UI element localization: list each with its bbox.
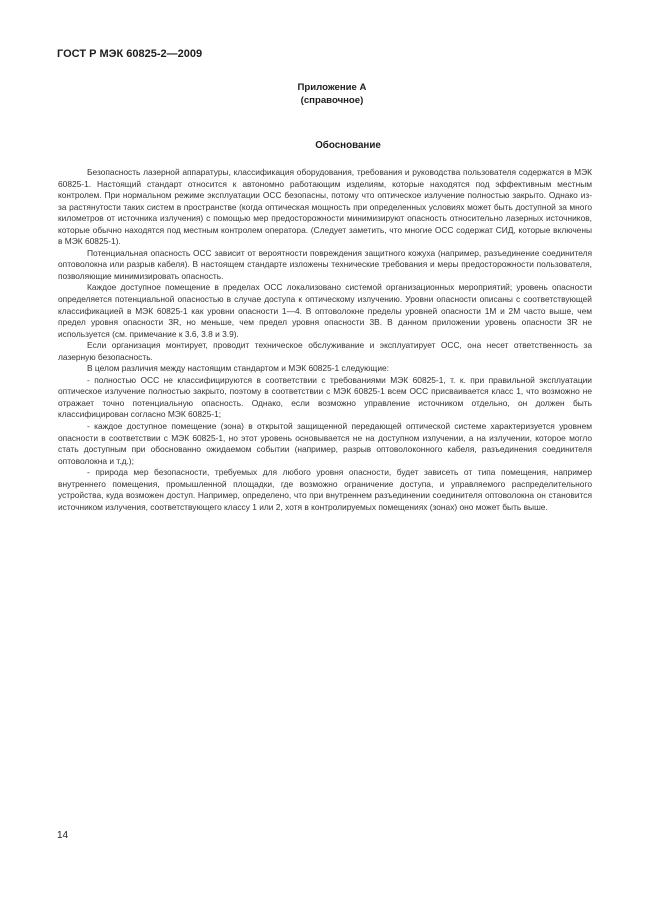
- list-item: - природа мер безопасности, требуемых для любого уровня опасности, будет зависеть от типа помещения, например внутреннего помещения, промышленной площадки, где возможно ограничение доступа, и управляемого распределительного устройства, куда возможен доступ. Например, определено, что при внутреннем разъединении соединителя оптоволокна он становится источником излучения, соответствующего классу 1 или 2, хотя в контролируемых помещениях (зонах) оно может быть выше.: [58, 467, 592, 512]
- list-item: - полностью ОСС не классифицируются в соответствии с требованиями МЭК 60825-1, т. к. при правильной эксплуатации оптическое излучение полностью закрыто, поэтому в соответствии с МЭК 60825-1 всем ОСС присваивается класс 1, что возможно не отражает точно потенциальную опасность. Однако, если возможно управление источником отдельно, он должен быть классифицирован согласно МЭК 60825-1;: [58, 374, 592, 420]
- appendix-heading: [0, 81, 646, 107]
- paragraph: Безопасность лазерной аппаратуры, классификация оборудования, требования и руководства пользователя содержатся в МЭК 60825-1. Настоящий стандарт относится к автономно работающим изделиям, которые находятся под эффективным местным контролем. При нормальном режиме эксплуатации ОСС безопасны, потому что оптическое излучение полностью закрыто. Однако из-за растянутости таких систем в пространстве (когда оптическая мощность при определенных условиях может быть доступной за много километров от источника излучения) с помощью мер предосторожности минимизируют опасность относительно лазерных источников, которые обычно находятся под местным контролем оператора. (Следует заметить, что многие ОСС содержат СИД, которые включены в МЭК 60825-1).: [58, 167, 592, 247]
- standard-header: ГОСТ Р МЭК 60825-2—2009: [57, 48, 203, 60]
- paragraph: Каждое доступное помещение в пределах ОСС локализовано системой организационных мероприятий; уровень опасности определяется потенциальной опасностью в случае доступа к оптическому излучению. Уровни опасности описаны с соответствующей классификацией в МЭК 60825-1 как уровни опасности 1—4. В оптоволокне пределы уровней опасности 1М и 2М часто выше, чем предел уровня опасности 3R, но меньше, чем предел уровня опасности 3В. В данном приложении уровень опасности 3R не используется (см. примечание к 3.6, 3.8 и 3.9).: [58, 282, 592, 339]
- appendix-subtitle: (справочное): [300, 95, 364, 106]
- paragraph: Потенциальная опасность ОСС зависит от вероятности повреждения защитного кожуха (например, разъединение соединителя оптоволокна или разрыв кабеля). В настоящем стандарте изложены технические требования и меры предосторожности пользователя, позволяющие минимизировать опасность.: [58, 247, 592, 281]
- body-text: [58, 167, 592, 513]
- paragraph: Если организация монтирует, проводит техническое обслуживание и эксплуатирует ОСС, она несет ответственность за лазерную безопасность.: [58, 340, 592, 362]
- paragraph: В целом различия между настоящим стандартом и МЭК 60825-1 следующие:: [87, 363, 389, 374]
- appendix-title: Приложение А: [297, 82, 367, 93]
- page-number: 14: [57, 830, 69, 841]
- list-item: - каждое доступное помещение (зона) в открытой защищенной передающей оптической системе характеризуется уровнем опасности в соответствии с МЭК 60825-1, но этот уровень основывается не на доступном излучении, а на излучении, которое могло стать доступным при обоснованно ожидаемом событии (например, разрыв оптоволоконного кабеля, разъединения соединителя оптоволокна и т.д.);: [58, 421, 592, 466]
- section-title: Обоснование: [315, 140, 381, 151]
